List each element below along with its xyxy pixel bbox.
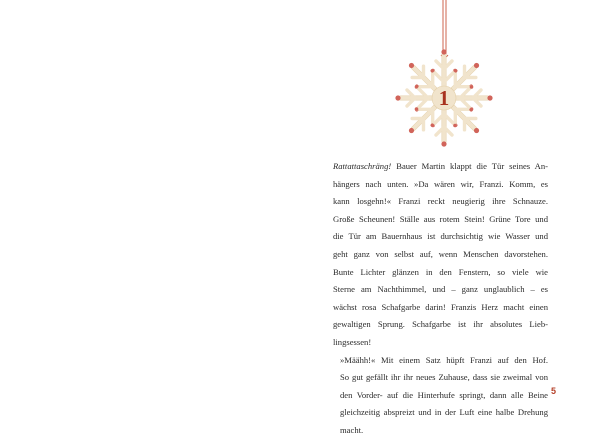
- story-text: [333, 158, 548, 440]
- text-line: wächst rosa Schafgarbe darin! Franzis Herz macht einen: [333, 301, 548, 312]
- text-line: geht ganz von selbst auf, wenn Menschen davorstehen.: [333, 248, 548, 259]
- text-line: gewaltigen Sprung. Schafgarbe ist ihr absolutes Lieb-: [333, 319, 548, 330]
- text-line: gleichzeitig abspreizt und in der Luft eine halbe Drehung: [340, 407, 548, 418]
- text-line: Rattattaschräng! Bauer Martin klappt die Tür seines An-: [333, 161, 548, 171]
- text-line: kann losgehn!« Franzi reckt neugierig ihre Schnauze.: [333, 196, 548, 207]
- page-number: 5: [551, 386, 557, 396]
- text-line: lingsessen!: [333, 336, 372, 347]
- paragraph-2: [333, 352, 548, 440]
- text-line: Bunte Lichter glänzen in den Fenstern, so viele wie: [333, 266, 548, 277]
- text-line: So gut gefällt ihr ihr neues Zuhause, dass sie zweimal von: [340, 372, 548, 383]
- text-line: macht.: [340, 424, 364, 435]
- snowflake-ornament-icon: [0, 0, 600, 150]
- text-line: die Tür am Bauernhaus ist durchsichtig wie Wasser und: [333, 231, 548, 242]
- snowflake-shape: [395, 49, 492, 146]
- text-line: »Määhh!« Mit einem Satz hüpft Franzi auf den Hof.: [340, 354, 548, 365]
- text-line: Sterne am Nachthimmel, und – ganz unglaublich – es: [333, 284, 548, 295]
- emphasis-word: Rattattaschräng!: [333, 161, 392, 171]
- ornament-number: 1: [438, 86, 450, 110]
- text-line: Große Scheunen! Ställe aus rotem Stein! Grüne Tore und: [333, 213, 548, 224]
- text-line: den Vorder- auf die Hinterhufe springt, dann alle Beine: [340, 389, 548, 400]
- hanging-string: [441, 0, 448, 58]
- paragraph-1: [333, 158, 548, 352]
- text-line: hängers nach unten. »Da wären wir, Franzi. Komm, es: [333, 178, 548, 189]
